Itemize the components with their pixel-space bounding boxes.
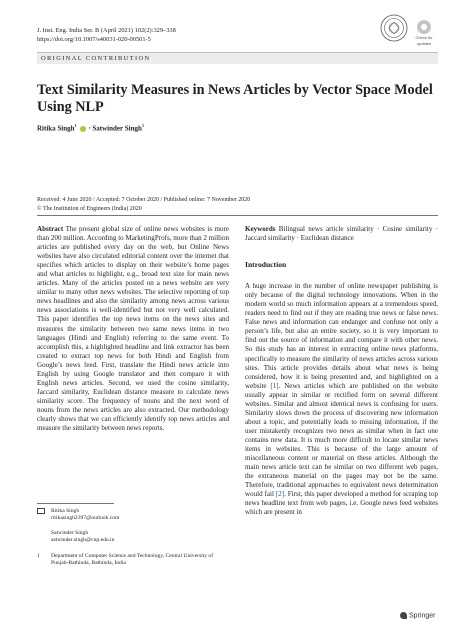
keywords [245, 225, 438, 243]
intro-paragraph-part: . First, this paper developed a method for scraping top news headline text from web pages, i.e. Google news feed websites which are present in [245, 490, 438, 517]
section-band [37, 52, 438, 64]
springer-horse-icon [400, 612, 407, 619]
header-divider [37, 215, 438, 216]
author-separator: · [88, 124, 91, 133]
abstract-text: The present global size of online news websites is more than 200 million. According to MarketingProfs, more than 2 million articles are published every day on the web, but Online News websites have also circulated editorial content over the internet that specifies which articles to display on their website’s home pages and what articles to highlight, e.g., broad text size for main news articles. Many of the articles posted on a news website are very similar to many other news websites. The selective reporting of top news headlines and also the similarity among news across various news associations is well-identified but not very well calculated. This paper identifies the top news items on the news sites and measures the similarity between two same news items in two languages (Hindi and English) referring to the same event. To accomplish this, a highlighted headline and link extractor has been created to extract top news for both Hindi and English from Google’s news feed. First, translate the Hindi news article into English by using Google translator and then compare it with English news articles. Second, we used the cosine similarity, Jaccard similarity, Euclidean distance measure to calculate news similarity score. The frequency of nouns and the next word of nouns from the news articles are also extracted. Our methodology clearly shows that we can efficiently identify top news articles and measure the similarity between news reports. [37, 225, 230, 433]
publisher-name: Springer [409, 612, 436, 620]
author-affiliation-mark: 1 [141, 123, 145, 128]
left-column [37, 225, 229, 433]
second-author-note [37, 530, 229, 545]
keywords-text: Bilingual news article similarity · Cosine similarity · Jaccard similarity · Euclidean distance [245, 225, 438, 243]
crossmark-label-2: updates [416, 41, 432, 46]
keywords-label: Keywords [245, 225, 276, 233]
crossmark-icon [417, 20, 431, 34]
affiliation-note [37, 553, 229, 568]
envelope-icon [37, 508, 45, 514]
footnote-author-name: Ritika Singh [51, 508, 80, 514]
footnote-author-email[interactable]: ritikasingh2397@outlook.com [51, 515, 120, 522]
affiliation-text: Department of Computer Science and Technology, Central University of Punjab-Bathinda, Bathinda, India [51, 553, 214, 567]
footnote-author-email[interactable]: satwinder.singh@cup.edu.in [51, 537, 115, 544]
orcid-icon[interactable] [80, 126, 86, 132]
introduction-text [245, 282, 438, 517]
check-for-updates-badge[interactable] [412, 20, 436, 46]
abstract [37, 225, 229, 433]
intro-paragraph-part: A huge increase in the number of online newspaper publishing is only because of the digital technology innovations. When in the modern world so much information appears at a tremendous speed, readers need to find out if they are reading true news or false news. False news and information can endanger and confuse not only a person’s life, but also an entire society, so it is very important to find out the source of information and compare it with other news. So this study has an interest in extracting online news platforms, specifically to measure the similarity of news articles across various sites. This article provides details about what news is being considered, how it is being presented and, and highlighted on a website [245, 282, 438, 390]
author-list [37, 123, 144, 132]
publication-dates [37, 196, 250, 213]
journal-volume-line: J. Inst. Eng. India Ser. B (April 2021) 102(2):329–338 [37, 27, 176, 34]
author-name[interactable]: Ritika Singh [37, 124, 75, 133]
publisher-logo [400, 612, 435, 619]
citation-link[interactable]: [2] [275, 490, 285, 499]
doi-link[interactable]: https://doi.org/10.1007/s40031-020-00501-5 [37, 36, 151, 43]
crossmark-label-1: Check for [415, 35, 433, 40]
author-affiliation-mark: 1 [74, 123, 77, 128]
footnote-divider [37, 503, 114, 504]
introduction-heading: Introduction [245, 260, 287, 270]
affiliation-mark: 1 [37, 553, 40, 559]
intro-paragraph-part: . News articles which are published on the website usually appear in similar or rectified form on several different websites. Similar and almost identical news is confusing for users. Similarity slows down the process of discovering new information about a topic, and potentially leads to missing information, if the user mistakenly recognizes two news as similar when in fact one contains new data. It is much more difficult to locate similar news items in websites. This is because of the large amount of miscellaneous content or material on these articles. Although the main news article text can be similar on two different web pages, the extraneous material on the pages may not be the same. Therefore, traditional approaches to equivalent news determination would fail [245, 381, 438, 499]
footnote-author-name: Satwinder Singh [51, 530, 89, 536]
right-column [245, 225, 438, 517]
abstract-label: Abstract [37, 225, 64, 233]
journal-citation [37, 26, 176, 44]
author-name[interactable]: Satwinder Singh [92, 124, 142, 133]
institution-seal-icon [380, 14, 408, 42]
section-label: ORIGINAL CONTRIBUTION [41, 55, 151, 62]
history-dates: Received: 4 June 2020 / Accepted: 7 October 2020 / Published online: 7 November 2020 [37, 197, 251, 203]
corresponding-author-note [37, 508, 229, 523]
citation-link[interactable]: [1] [270, 381, 279, 390]
article-title: Text Similarity Measures in News Articles by Vector Space Model Using NLP [37, 82, 433, 115]
copyright-line: © The Institution of Engineers (India) 2020 [37, 205, 142, 212]
